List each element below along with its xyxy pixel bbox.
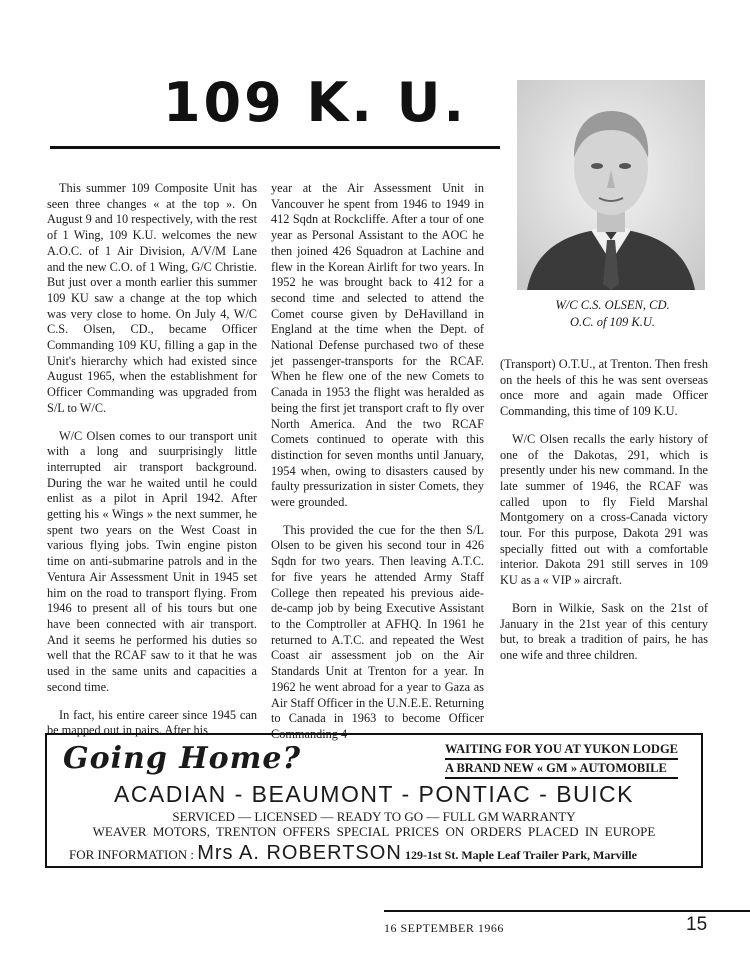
ad-brand-list: ACADIAN - BEAUMONT - PONTIAC - BUICK <box>113 781 634 807</box>
ad-info-label: FOR INFORMATION : <box>69 847 194 862</box>
paragraph: This provided the cue for the then S/L Olsen to be given his second tour in 426 Sqdn for two years. Then leaving A.T.C. for five years he attended Army Staff College then repeated his previous aide-de-camp job by being Executive Assistant to the Comptroller at AFHQ. In 1961 he returned to A.T.C. and repeated the West Coast air assessment job on the Air Standards Unit at Trenton for a year. In 1962 he went abroad for a year to Gaza as Air Staff Officer in the U.N.E.E. Returning to Canada in 1963 to become Officer Commanding 4 <box>271 522 484 741</box>
photo-caption <box>500 297 725 331</box>
ad-offer-line: WAITING FOR YOU AT YUKON LODGE <box>445 741 678 760</box>
paragraph: This summer 109 Composite Unit has seen three changes « at the top ». On August 9 and 10 respectively, with the rest of 1 Wing, 109 K.U. welcomes the new A.O.C. of 1 Air Division, A/V/M Lane and the new C.O. of 1 Wing, G/C Christie. But just over a month earlier this summer 109 KU saw a change at the top which was very close to home. On July 4, W/C C.S. Olsen, CD., became Officer Commanding 109 KU, filling a gap in the Unit's hierarchy which had existed since August 1965, when the establishment for Officer Commanding was upgraded from S/L to W/C. <box>47 181 257 415</box>
issue-date: 16 SEPTEMBER 1966 <box>384 921 504 935</box>
paragraph: Born in Wilkie, Sask on the 21st of January in the 21st year of this century but, to break a tradition of pairs, he has one wife and three children. <box>500 600 708 662</box>
page-number: 15 <box>686 914 708 935</box>
article-column-1 <box>47 181 257 751</box>
ad-contact-name: Mrs A. ROBERTSON <box>197 842 402 864</box>
article-column-3 <box>500 357 708 676</box>
title-underline <box>50 146 500 149</box>
ad-headline: Going Home? <box>63 741 302 776</box>
caption-title: O.C. of 109 K.U. <box>569 315 656 329</box>
car-dealer-advertisement <box>45 733 703 868</box>
caption-name: W/C C.S. OLSEN, CD. <box>555 298 670 312</box>
ad-contact-address: 129-1st St. Maple Leaf Trailer Park, Marville <box>405 848 637 862</box>
paragraph: W/C Olsen comes to our transport unit with a long and suurprisingly little interrupted air transport background. During the war he waited until he could enlist as a pilot in April 1942. After getting his « Wings » the next summer, he spent two years on the West Coast in various flying jobs. Twin engine piston time on anti-submarine patrols and in the Ventura Air Assessment Unit in 1945 set him on the road to transport flying. From 1946 to present all of his tours but one have been connected with air transport. And it seems he performed his duties so well that the RCAF saw to it that he was used in the same units and capacities a second time. <box>47 428 257 694</box>
article-title: 109 K. U. <box>162 71 468 134</box>
paragraph: year at the Air Assessment Unit in Vancouver he spent from 1946 to 1949 in 412 Sqdn at Rockcliffe. After a tour of one year as Personal Assistant to the AOC he then joined 426 Squadron at Lachine and flew in the Korean Airlift for two years. In 1952 he was brought back to 412 for a second time and selected to attend the Comet course given by DeHavilland in England at the time when the Dept. of National Defense purchased two of these jet passenger-transports for the RCAF. When he flew one of the new Comets to Canada in 1953 the flight was heralded as being the first jet transport craft to fly over North America. And the two RCAF Comets continued to operate with this distinction for seven months until January, 1954 when, owing to disasters caused by faulty pressurization in sister Comets, they were grounded. <box>271 181 484 510</box>
paragraph: (Transport) O.T.U., at Trenton. Then fresh on the heels of this he was sent overseas once more and again made Officer Commanding, this time of 109 K.U. <box>500 357 708 419</box>
ad-contact <box>69 842 637 865</box>
footer-rule <box>384 910 750 912</box>
paragraph: W/C Olsen recalls the early history of one of the Dakotas, 291, which is presently under his new command. In the late summer of 1946, the RCAF was called upon to fly Field Marshal Montgomery on a cross-Canada victory tour. For this purpose, Dakota 291 was specially fitted out with a comfortable interior. Dakota 291 still serves in 109 KU as a « VIP » aircraft. <box>500 431 708 588</box>
ad-offer-line: A BRAND NEW « GM » AUTOMOBILE <box>445 760 678 779</box>
ad-dealer-line: WEAVER MOTORS, TRENTON OFFERS SPECIAL PRICES ON ORDERS PLACED IN EUROPE <box>92 824 656 839</box>
paragraph: In fact, his entire career since 1945 can be mapped out in pairs. After his <box>47 707 257 738</box>
article-column-2 <box>271 181 484 755</box>
ad-offer <box>445 741 678 779</box>
portrait-photo <box>517 80 705 290</box>
ad-features: SERVICED — LICENSED — READY TO GO — FULL GM WARRANTY <box>172 809 576 824</box>
